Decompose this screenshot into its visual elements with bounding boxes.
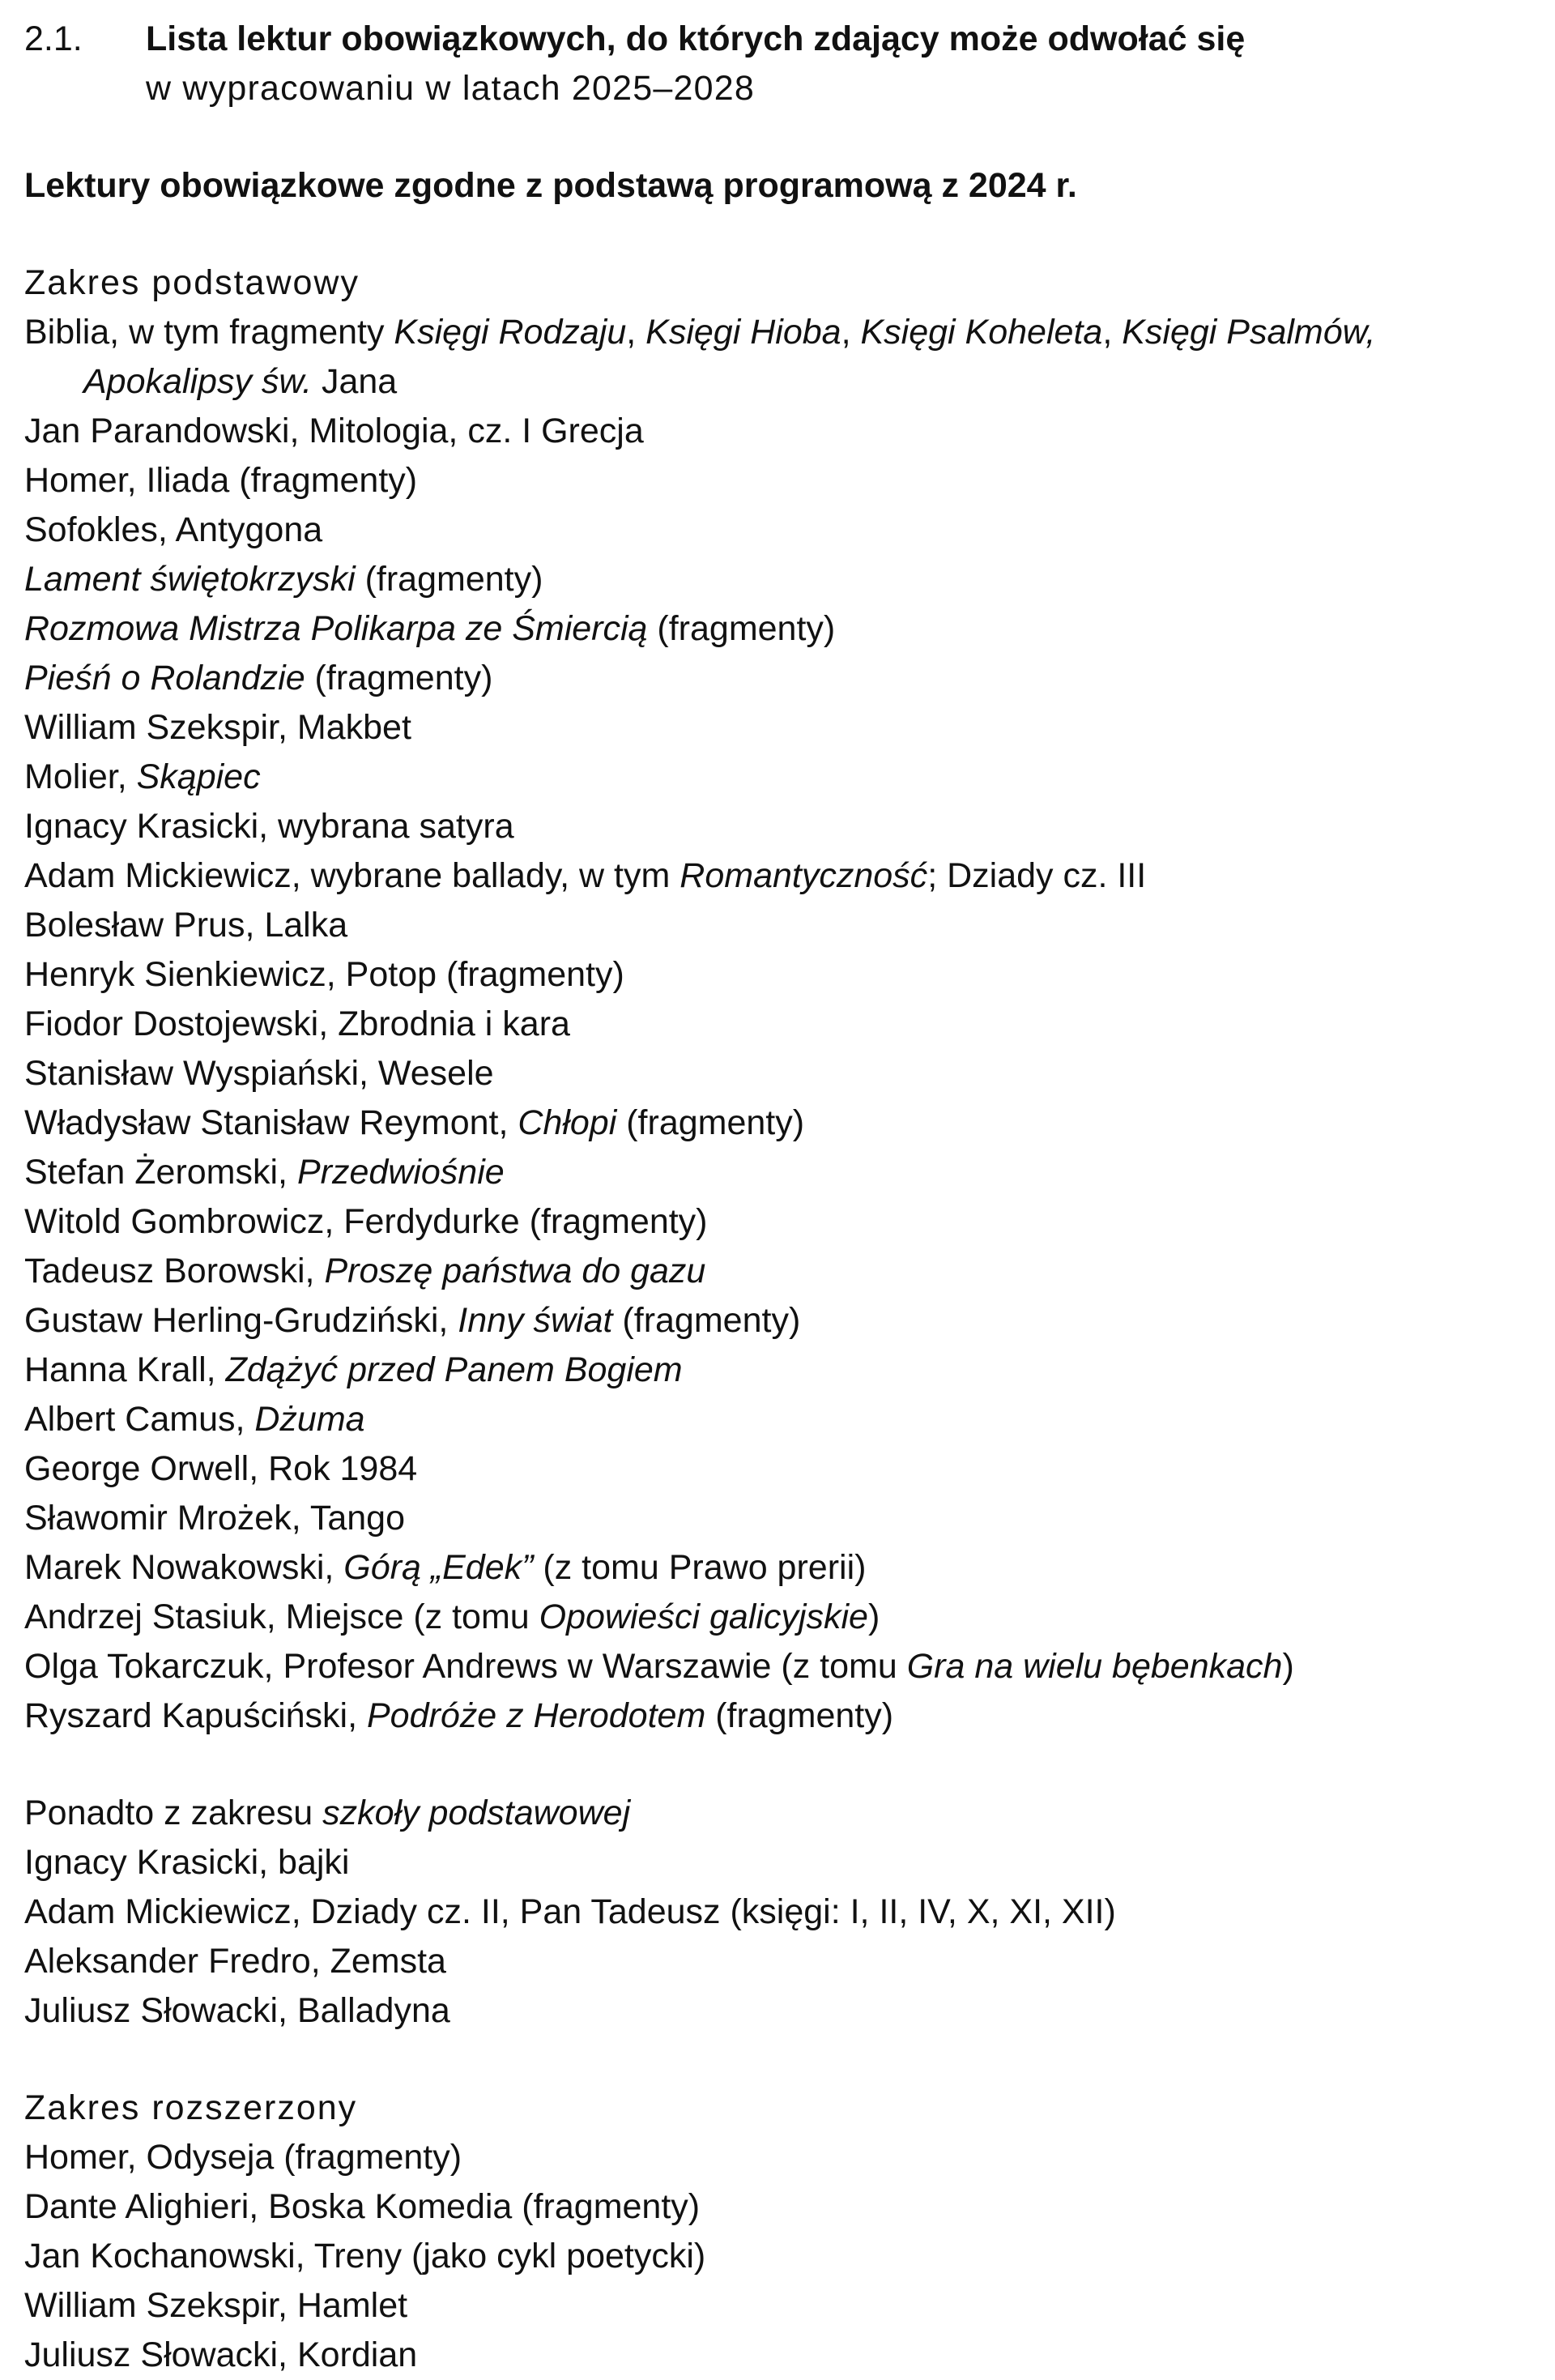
- list-item: [24, 703, 1531, 753]
- italic-title: Opowieści galicyjskie: [539, 1597, 868, 1636]
- list-item: Dante Alighieri, Boska Komedia (fragmenty): [24, 2187, 701, 2226]
- list-item: [24, 802, 1531, 851]
- list-item: [24, 1296, 1531, 1346]
- list-item: [24, 407, 1531, 456]
- text: Albert Camus,: [24, 1400, 255, 1439]
- text: William Szekspir, Makbet: [24, 708, 411, 747]
- text: ): [867, 1597, 880, 1636]
- text: (fragmenty): [612, 1301, 801, 1340]
- text: (fragmenty): [705, 1696, 894, 1735]
- section-subtitle: w wypracowaniu w latach 2025–2028: [146, 69, 755, 108]
- list-item: [24, 1543, 1531, 1593]
- text: (z tomu Prawo prerii): [533, 1548, 867, 1587]
- list-item: [24, 1197, 1531, 1247]
- italic-title: Chłopi: [518, 1103, 617, 1142]
- list-item: [24, 456, 1531, 505]
- italic-title: Rozmowa Mistrza Polikarpa ze Śmiercią: [24, 609, 648, 648]
- text: (fragmenty): [355, 560, 543, 599]
- document-heading: Lektury obowiązkowe zgodne z podstawą programową z 2024 r.: [24, 166, 1077, 205]
- list-item: [24, 1444, 1531, 1494]
- list-item: [24, 604, 1531, 654]
- italic-title: Księgi Hioba: [645, 313, 841, 352]
- italic-title: Księgi Koheleta: [860, 313, 1103, 352]
- text: Jana: [312, 362, 398, 401]
- text: Stanisław Wyspiański, Wesele: [24, 1054, 494, 1093]
- text: Henryk Sienkiewicz, Potop (fragmenty): [24, 955, 624, 994]
- list-podstawowy: [24, 407, 1531, 1741]
- list-item: [24, 1346, 1531, 1395]
- text: Sławomir Mrożek, Tango: [24, 1499, 405, 1538]
- italic-title: szkoły podstawowej: [322, 1794, 631, 1832]
- list-rozszerzony: [24, 2133, 1531, 2380]
- list-ponadto: [24, 1838, 1531, 2036]
- text: Ryszard Kapuściński,: [24, 1696, 367, 1735]
- list-item: Juliusz Słowacki, Balladyna: [24, 1991, 450, 2030]
- text: Sofokles, Antygona: [24, 510, 323, 549]
- text: Hanna Krall,: [24, 1350, 226, 1389]
- text: Andrzej Stasiuk, Miejsce (z tomu: [24, 1597, 539, 1636]
- list-item: [24, 555, 1531, 604]
- italic-title: Romantyczność: [680, 856, 928, 895]
- spacer: [24, 211, 1531, 258]
- list-item: [24, 851, 1531, 901]
- text: Fiodor Dostojewski, Zbrodnia i kara: [24, 1004, 570, 1043]
- section-title-rozszerzony: Zakres rozszerzony: [24, 2088, 358, 2127]
- text: Biblia, w tym fragmenty: [24, 313, 394, 352]
- text: Jan Parandowski, Mitologia, cz. I Grecja: [24, 412, 644, 450]
- italic-title: Lament świętokrzyski: [24, 560, 356, 599]
- text: Gustaw Herling-Grudziński,: [24, 1301, 458, 1340]
- document-page: [24, 15, 1531, 2380]
- list-item: William Szekspir, Hamlet: [24, 2286, 408, 2325]
- list-item: Adam Mickiewicz, Dziady cz. II, Pan Tadeusz (księgi: I, II, IV, X, XI, XII): [24, 1892, 1116, 1931]
- list-item: [24, 1148, 1531, 1197]
- text: Homer, Iliada (fragmenty): [24, 461, 418, 500]
- section-title-ponadto: [24, 1789, 1531, 1838]
- italic-title: Górą „Edek”: [343, 1548, 534, 1587]
- list-item: [24, 1000, 1531, 1049]
- list-item: Jan Kochanowski, Treny (jako cykl poetycki): [24, 2237, 706, 2276]
- text: Tadeusz Borowski,: [24, 1252, 325, 1290]
- text: Ignacy Krasicki, wybrana satyra: [24, 807, 514, 846]
- italic-title: Księgi Rodzaju: [394, 313, 627, 352]
- list-item: [24, 1642, 1531, 1691]
- section-title: Lista lektur obowiązkowych, do których zdający może odwołać się: [146, 19, 1246, 58]
- italic-title: Apokalipsy św.: [83, 362, 313, 401]
- list-item: Homer, Odyseja (fragmenty): [24, 2138, 462, 2177]
- list-item: [24, 1098, 1531, 1148]
- italic-title: Proszę państwa do gazu: [324, 1252, 706, 1290]
- text: ; Dziady cz. III: [927, 856, 1147, 895]
- text: (fragmenty): [647, 609, 836, 648]
- text: Adam Mickiewicz, wybrane ballady, w tym: [24, 856, 680, 895]
- list-item-bible-continuation: [24, 357, 1531, 407]
- list-item: [24, 505, 1531, 555]
- italic-title: Zdążyć przed Panem Bogiem: [225, 1350, 683, 1389]
- list-item: [24, 1395, 1531, 1444]
- text: (fragmenty): [616, 1103, 805, 1142]
- text: Bolesław Prus, Lalka: [24, 906, 348, 945]
- italic-title: Pieśń o Rolandzie: [24, 659, 305, 697]
- text: Stefan Żeromski,: [24, 1153, 297, 1192]
- list-item: [24, 901, 1531, 950]
- text: Władysław Stanisław Reymont,: [24, 1103, 518, 1142]
- list-item: [24, 950, 1531, 1000]
- spacer: [24, 1741, 1531, 1789]
- spacer: [24, 2036, 1531, 2084]
- text: Molier,: [24, 757, 137, 796]
- list-item: [24, 1049, 1531, 1098]
- text: ,: [841, 313, 861, 352]
- italic-title: Gra na wielu bębenkach: [906, 1647, 1283, 1686]
- section-number: 2.1.: [24, 19, 83, 58]
- text: George Orwell, Rok 1984: [24, 1449, 418, 1488]
- text: ,: [626, 313, 646, 352]
- section-title-podstawowy: Zakres podstawowy: [24, 263, 360, 302]
- italic-title: Skąpiec: [136, 757, 261, 796]
- text: (fragmenty): [305, 659, 493, 697]
- italic-title: Podróże z Herodotem: [367, 1696, 706, 1735]
- text: ): [1282, 1647, 1294, 1686]
- text: Witold Gombrowicz, Ferdydurke (fragmenty): [24, 1202, 708, 1241]
- list-item: [24, 1691, 1531, 1741]
- section-header: [24, 15, 1531, 64]
- italic-title: Przedwiośnie: [296, 1153, 505, 1192]
- list-item-bible: [24, 308, 1531, 357]
- text: Olga Tokarczuk, Profesor Andrews w Warszawie (z tomu: [24, 1647, 907, 1686]
- text: Marek Nowakowski,: [24, 1548, 344, 1587]
- italic-title: Księgi Psalmów,: [1122, 313, 1376, 352]
- text: Ponadto z zakresu: [24, 1794, 323, 1832]
- list-item: [24, 1247, 1531, 1296]
- list-item: [24, 654, 1531, 703]
- text: ,: [1102, 313, 1123, 352]
- list-item: Aleksander Fredro, Zemsta: [24, 1942, 446, 1981]
- list-item: [24, 1494, 1531, 1543]
- italic-title: Inny świat: [458, 1301, 613, 1340]
- list-item: Ignacy Krasicki, bajki: [24, 1843, 350, 1882]
- list-item: [24, 1593, 1531, 1642]
- spacer: [24, 113, 1531, 161]
- italic-title: Dżuma: [254, 1400, 365, 1439]
- list-item: [24, 753, 1531, 802]
- list-item: Juliusz Słowacki, Kordian: [24, 2335, 418, 2374]
